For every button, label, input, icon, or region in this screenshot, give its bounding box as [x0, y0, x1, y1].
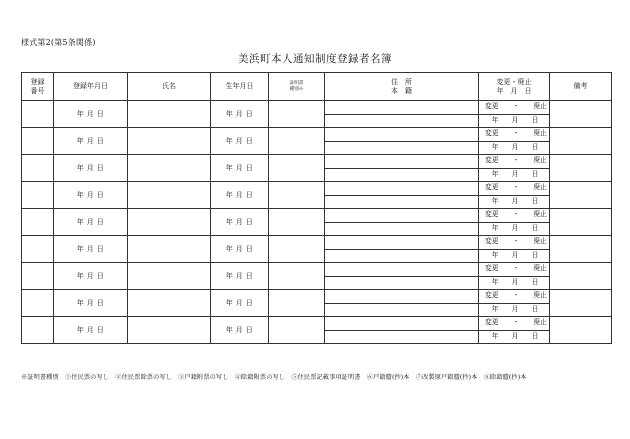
reg-date-cell[interactable] — [54, 317, 128, 344]
year-unit: 年 — [491, 115, 499, 124]
abolish-label: 廃止 — [533, 183, 547, 192]
birth-date-cell[interactable] — [211, 290, 269, 317]
address-field[interactable] — [325, 209, 478, 223]
change-label: 変更 — [485, 210, 499, 219]
domicile-field[interactable] — [325, 304, 478, 317]
table-row — [22, 128, 612, 155]
day-unit: 日 — [96, 163, 105, 172]
month-unit: 月 — [86, 190, 95, 199]
abolish-label: 廃止 — [533, 129, 547, 138]
birth-date-cell[interactable] — [211, 263, 269, 290]
reg-date-cell[interactable] — [54, 263, 128, 290]
day-unit: 日 — [96, 244, 105, 253]
cert-type-cell[interactable] — [269, 317, 325, 344]
name-cell[interactable] — [128, 182, 211, 209]
header-cert-type-line2: 種別※ — [289, 86, 304, 92]
change-abolish-cell — [479, 182, 550, 209]
year-unit: 年 — [225, 217, 234, 226]
month-unit: 月 — [86, 271, 95, 280]
change-abolish-choice[interactable] — [479, 101, 549, 115]
month-unit: 月 — [86, 136, 95, 145]
reg-date-cell[interactable] — [54, 209, 128, 236]
name-cell[interactable] — [128, 155, 211, 182]
birth-date-cell[interactable] — [211, 236, 269, 263]
year-unit: 年 — [225, 163, 234, 172]
cert-type-cell[interactable] — [269, 128, 325, 155]
day-unit: 日 — [531, 169, 539, 178]
change-abolish-cell — [479, 155, 550, 182]
remarks-cell[interactable] — [550, 290, 612, 317]
separator-dot: ・ — [512, 102, 520, 111]
header-reg-date: 登録年月日 — [54, 73, 128, 101]
table-row — [22, 317, 612, 344]
remarks-cell[interactable] — [550, 182, 612, 209]
change-date-field[interactable] — [479, 142, 549, 155]
remarks-cell[interactable] — [550, 128, 612, 155]
day-unit: 日 — [245, 298, 254, 307]
day-unit: 日 — [245, 163, 254, 172]
reg-number-cell[interactable] — [22, 263, 54, 290]
year-unit: 年 — [76, 325, 85, 334]
table-header-row — [22, 73, 612, 101]
abolish-label: 廃止 — [533, 102, 547, 111]
reg-number-cell[interactable] — [22, 317, 54, 344]
cert-type-cell[interactable] — [269, 155, 325, 182]
year-unit: 年 — [491, 250, 499, 259]
change-date-field[interactable] — [479, 277, 549, 290]
change-date-field[interactable] — [479, 250, 549, 263]
header-reg-number-line1: 登録 — [30, 78, 45, 87]
birth-date-cell[interactable] — [211, 101, 269, 128]
separator-dot: ・ — [512, 156, 520, 165]
month-unit: 月 — [511, 277, 519, 286]
day-unit: 日 — [531, 115, 539, 124]
change-abolish-choice[interactable] — [479, 128, 549, 142]
header-remarks: 備考 — [550, 73, 612, 101]
table-row — [22, 290, 612, 317]
year-unit: 年 — [491, 277, 499, 286]
day-unit: 日 — [96, 217, 105, 226]
domicile-field[interactable] — [325, 142, 478, 155]
cert-type-cell[interactable] — [269, 101, 325, 128]
day-unit: 日 — [531, 304, 539, 313]
change-abolish-choice[interactable] — [479, 263, 549, 277]
birth-date-cell[interactable] — [211, 128, 269, 155]
year-unit: 年 — [491, 196, 499, 205]
domicile-field[interactable] — [325, 196, 478, 209]
day-unit: 日 — [531, 223, 539, 232]
year-unit: 年 — [491, 304, 499, 313]
registry-table — [21, 72, 612, 344]
header-address-line1: 住 所 — [391, 78, 412, 87]
change-abolish-cell — [479, 209, 550, 236]
year-unit: 年 — [225, 325, 234, 334]
year-unit: 年 — [76, 190, 85, 199]
year-unit: 年 — [491, 169, 499, 178]
change-date-field[interactable] — [479, 304, 549, 317]
domicile-field[interactable] — [325, 169, 478, 182]
change-label: 変更 — [485, 183, 499, 192]
year-unit: 年 — [225, 190, 234, 199]
year-unit: 年 — [225, 298, 234, 307]
address-field[interactable] — [325, 101, 478, 115]
reg-number-cell[interactable] — [22, 182, 54, 209]
header-change-line2: 年 月 日 — [496, 86, 532, 95]
domicile-field[interactable] — [325, 223, 478, 236]
header-cert-type-line1: 証明書 — [289, 81, 304, 87]
change-abolish-cell — [479, 263, 550, 290]
change-abolish-cell — [479, 236, 550, 263]
day-unit: 日 — [245, 109, 254, 118]
year-unit: 年 — [76, 298, 85, 307]
separator-dot: ・ — [512, 237, 520, 246]
birth-date-cell[interactable] — [211, 317, 269, 344]
year-unit: 年 — [76, 217, 85, 226]
change-date-field[interactable] — [479, 169, 549, 182]
month-unit: 月 — [86, 325, 95, 334]
day-unit: 日 — [531, 250, 539, 259]
name-cell[interactable] — [128, 317, 211, 344]
change-label: 変更 — [485, 264, 499, 273]
table-row — [22, 155, 612, 182]
abolish-label: 廃止 — [533, 318, 547, 327]
month-unit: 月 — [235, 109, 244, 118]
month-unit: 月 — [235, 163, 244, 172]
birth-date-cell[interactable] — [211, 209, 269, 236]
change-label: 変更 — [485, 318, 499, 327]
domicile-field[interactable] — [325, 115, 478, 128]
address-cell — [325, 182, 479, 209]
cert-type-cell[interactable] — [269, 209, 325, 236]
name-cell[interactable] — [128, 209, 211, 236]
cert-type-cell[interactable] — [269, 290, 325, 317]
change-abolish-choice[interactable] — [479, 209, 549, 223]
change-abolish-cell — [479, 128, 550, 155]
month-unit: 月 — [235, 271, 244, 280]
address-cell — [325, 209, 479, 236]
month-unit: 月 — [86, 244, 95, 253]
form-number-label: 様式第2(第5条関係) — [21, 38, 96, 47]
month-unit: 月 — [511, 304, 519, 313]
change-abolish-choice[interactable] — [479, 182, 549, 196]
cert-type-cell[interactable] — [269, 182, 325, 209]
domicile-field[interactable] — [325, 331, 478, 344]
month-unit: 月 — [86, 163, 95, 172]
table-row — [22, 209, 612, 236]
separator-dot: ・ — [512, 318, 520, 327]
header-name: 氏名 — [128, 73, 211, 101]
change-label: 変更 — [485, 237, 499, 246]
abolish-label: 廃止 — [533, 264, 547, 273]
domicile-field[interactable] — [325, 277, 478, 290]
reg-number-cell[interactable] — [22, 236, 54, 263]
remarks-cell[interactable] — [550, 155, 612, 182]
day-unit: 日 — [531, 331, 539, 340]
year-unit: 年 — [491, 142, 499, 151]
month-unit: 月 — [511, 196, 519, 205]
table-row — [22, 236, 612, 263]
separator-dot: ・ — [512, 183, 520, 192]
name-cell[interactable] — [128, 236, 211, 263]
year-unit: 年 — [76, 109, 85, 118]
address-field[interactable] — [325, 128, 478, 142]
name-cell[interactable] — [128, 128, 211, 155]
address-field[interactable] — [325, 236, 478, 250]
month-unit: 月 — [86, 217, 95, 226]
month-unit: 月 — [511, 169, 519, 178]
day-unit: 日 — [245, 190, 254, 199]
header-change-line1: 変更・廃止 — [496, 78, 532, 87]
reg-number-cell[interactable] — [22, 155, 54, 182]
name-cell[interactable] — [128, 263, 211, 290]
day-unit: 日 — [96, 136, 105, 145]
domicile-field[interactable] — [325, 250, 478, 263]
change-abolish-choice[interactable] — [479, 155, 549, 169]
change-abolish-cell — [479, 317, 550, 344]
month-unit: 月 — [511, 331, 519, 340]
reg-date-cell[interactable] — [54, 290, 128, 317]
month-unit: 月 — [511, 115, 519, 124]
day-unit: 日 — [531, 196, 539, 205]
header-birth-date: 生年月日 — [211, 73, 269, 101]
change-abolish-cell — [479, 290, 550, 317]
remarks-cell[interactable] — [550, 101, 612, 128]
change-date-field[interactable] — [479, 223, 549, 236]
address-field[interactable] — [325, 155, 478, 169]
address-cell — [325, 128, 479, 155]
table-row — [22, 101, 612, 128]
separator-dot: ・ — [512, 210, 520, 219]
name-cell[interactable] — [128, 101, 211, 128]
separator-dot: ・ — [512, 129, 520, 138]
year-unit: 年 — [491, 223, 499, 232]
year-unit: 年 — [76, 271, 85, 280]
month-unit: 月 — [235, 244, 244, 253]
reg-number-cell[interactable] — [22, 101, 54, 128]
remarks-cell[interactable] — [550, 263, 612, 290]
day-unit: 日 — [245, 136, 254, 145]
reg-date-cell[interactable] — [54, 128, 128, 155]
abolish-label: 廃止 — [533, 237, 547, 246]
year-unit: 年 — [76, 163, 85, 172]
month-unit: 月 — [235, 298, 244, 307]
header-reg-number — [22, 73, 54, 101]
day-unit: 日 — [96, 109, 105, 118]
header-address-line2: 本 籍 — [391, 86, 412, 95]
year-unit: 年 — [76, 136, 85, 145]
address-field[interactable] — [325, 317, 478, 331]
table-row — [22, 263, 612, 290]
day-unit: 日 — [531, 277, 539, 286]
abolish-label: 廃止 — [533, 210, 547, 219]
table-row — [22, 182, 612, 209]
registry-rows — [22, 101, 612, 344]
cert-type-cell[interactable] — [269, 263, 325, 290]
address-field[interactable] — [325, 263, 478, 277]
month-unit: 月 — [235, 190, 244, 199]
change-label: 変更 — [485, 291, 499, 300]
address-cell — [325, 290, 479, 317]
month-unit: 月 — [511, 142, 519, 151]
month-unit: 月 — [86, 298, 95, 307]
day-unit: 日 — [245, 325, 254, 334]
reg-date-cell[interactable] — [54, 155, 128, 182]
month-unit: 月 — [235, 325, 244, 334]
day-unit: 日 — [96, 190, 105, 199]
separator-dot: ・ — [512, 264, 520, 273]
change-label: 変更 — [485, 156, 499, 165]
reg-date-cell[interactable] — [54, 182, 128, 209]
change-label: 変更 — [485, 129, 499, 138]
cert-type-footnote: ※証明書種別 ①住民票の写し ②住民票除票の写し ③戸籍附票の写し ④除籍附票の写し ⑤住民票記載事項証明書 ⑥戸籍謄(抄)本 ⑦改製原戸籍謄(抄)本 ⑧除籍謄(抄)本 — [21, 374, 527, 381]
year-unit: 年 — [225, 109, 234, 118]
change-abolish-cell — [479, 101, 550, 128]
address-field[interactable] — [325, 290, 478, 304]
change-abolish-choice[interactable] — [479, 236, 549, 250]
page-title: 美浜町本人通知制度登録者名簿 — [238, 53, 392, 65]
reg-date-cell[interactable] — [54, 101, 128, 128]
month-unit: 月 — [511, 223, 519, 232]
header-change-abolish — [479, 73, 550, 101]
change-date-field[interactable] — [479, 331, 549, 344]
address-cell — [325, 263, 479, 290]
day-unit: 日 — [245, 271, 254, 280]
year-unit: 年 — [76, 244, 85, 253]
day-unit: 日 — [96, 271, 105, 280]
abolish-label: 廃止 — [533, 156, 547, 165]
name-cell[interactable] — [128, 290, 211, 317]
year-unit: 年 — [225, 244, 234, 253]
birth-date-cell[interactable] — [211, 182, 269, 209]
address-field[interactable] — [325, 182, 478, 196]
abolish-label: 廃止 — [533, 291, 547, 300]
day-unit: 日 — [96, 325, 105, 334]
month-unit: 月 — [511, 250, 519, 259]
reg-number-cell[interactable] — [22, 128, 54, 155]
cert-type-cell[interactable] — [269, 236, 325, 263]
remarks-cell[interactable] — [550, 317, 612, 344]
change-date-field[interactable] — [479, 196, 549, 209]
address-cell — [325, 236, 479, 263]
reg-number-cell[interactable] — [22, 290, 54, 317]
month-unit: 月 — [235, 217, 244, 226]
header-address — [325, 73, 479, 101]
day-unit: 日 — [96, 298, 105, 307]
header-cert-type — [269, 73, 325, 101]
year-unit: 年 — [225, 271, 234, 280]
change-abolish-choice[interactable] — [479, 317, 549, 331]
reg-date-cell[interactable] — [54, 236, 128, 263]
remarks-cell[interactable] — [550, 209, 612, 236]
address-cell — [325, 155, 479, 182]
change-label: 変更 — [485, 102, 499, 111]
remarks-cell[interactable] — [550, 236, 612, 263]
change-date-field[interactable] — [479, 115, 549, 128]
day-unit: 日 — [245, 244, 254, 253]
day-unit: 日 — [245, 217, 254, 226]
reg-number-cell[interactable] — [22, 209, 54, 236]
address-cell — [325, 101, 479, 128]
header-reg-number-line2: 番号 — [30, 86, 45, 95]
year-unit: 年 — [225, 136, 234, 145]
month-unit: 月 — [235, 136, 244, 145]
day-unit: 日 — [531, 142, 539, 151]
change-abolish-choice[interactable] — [479, 290, 549, 304]
year-unit: 年 — [491, 331, 499, 340]
birth-date-cell[interactable] — [211, 155, 269, 182]
separator-dot: ・ — [512, 291, 520, 300]
month-unit: 月 — [86, 109, 95, 118]
address-cell — [325, 317, 479, 344]
